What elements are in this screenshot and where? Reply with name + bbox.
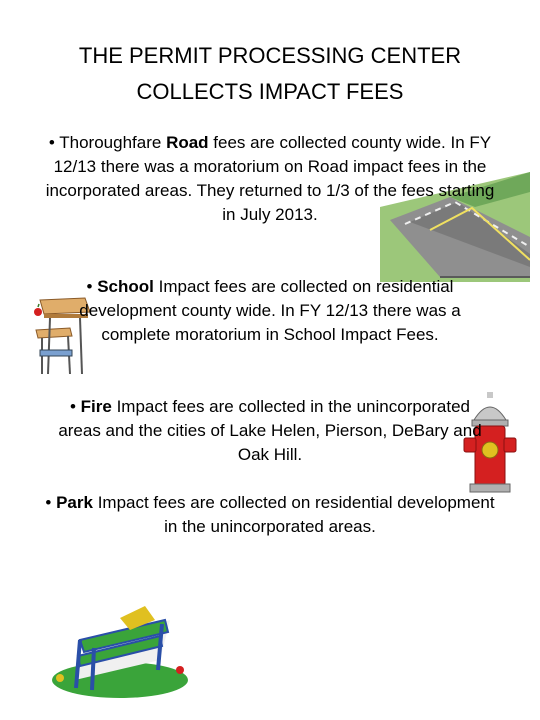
page-title xyxy=(0,38,540,110)
bullet-text: Impact fees are collected in the unincorporated areas and the cities of Lake Helen, Pierson, DeBary and Oak Hill. xyxy=(58,397,482,464)
bullet-keyword: Park xyxy=(56,493,93,512)
bullet-text: Impact fees are collected on residential development county wide. In FY 12/13 there was a complete moratorium in School Impact Fees. xyxy=(79,277,461,344)
title-line-2: COLLECTS IMPACT FEES xyxy=(136,79,404,104)
bullet-text: Impact fees are collected on residential development in the unincorporated areas. xyxy=(97,493,495,536)
bullet-keyword: Road xyxy=(166,133,209,152)
bullet-school-fees xyxy=(55,275,485,347)
bullet-road-fees xyxy=(40,131,500,227)
bullet-marker: • xyxy=(86,277,93,296)
bullet-keyword: Fire xyxy=(80,397,112,416)
bullet-marker: • xyxy=(69,397,76,416)
bullet-fire-fees xyxy=(50,395,490,467)
bullet-park-fees xyxy=(45,491,495,539)
bullet-marker: • xyxy=(48,133,55,152)
title-line-1: THE PERMIT PROCESSING CENTER xyxy=(78,43,462,68)
bullet-prefix: Thoroughfare xyxy=(59,133,162,152)
bullet-keyword: School xyxy=(97,277,154,296)
bullet-marker: • xyxy=(45,493,52,512)
bullet-text: fees are collected county wide. In FY 12/13 there was a moratorium on Road impact fees in the incorporated areas. They returned to 1/3 of the fees starting in July 2013. xyxy=(45,133,495,224)
park-bench-icon xyxy=(50,600,190,700)
